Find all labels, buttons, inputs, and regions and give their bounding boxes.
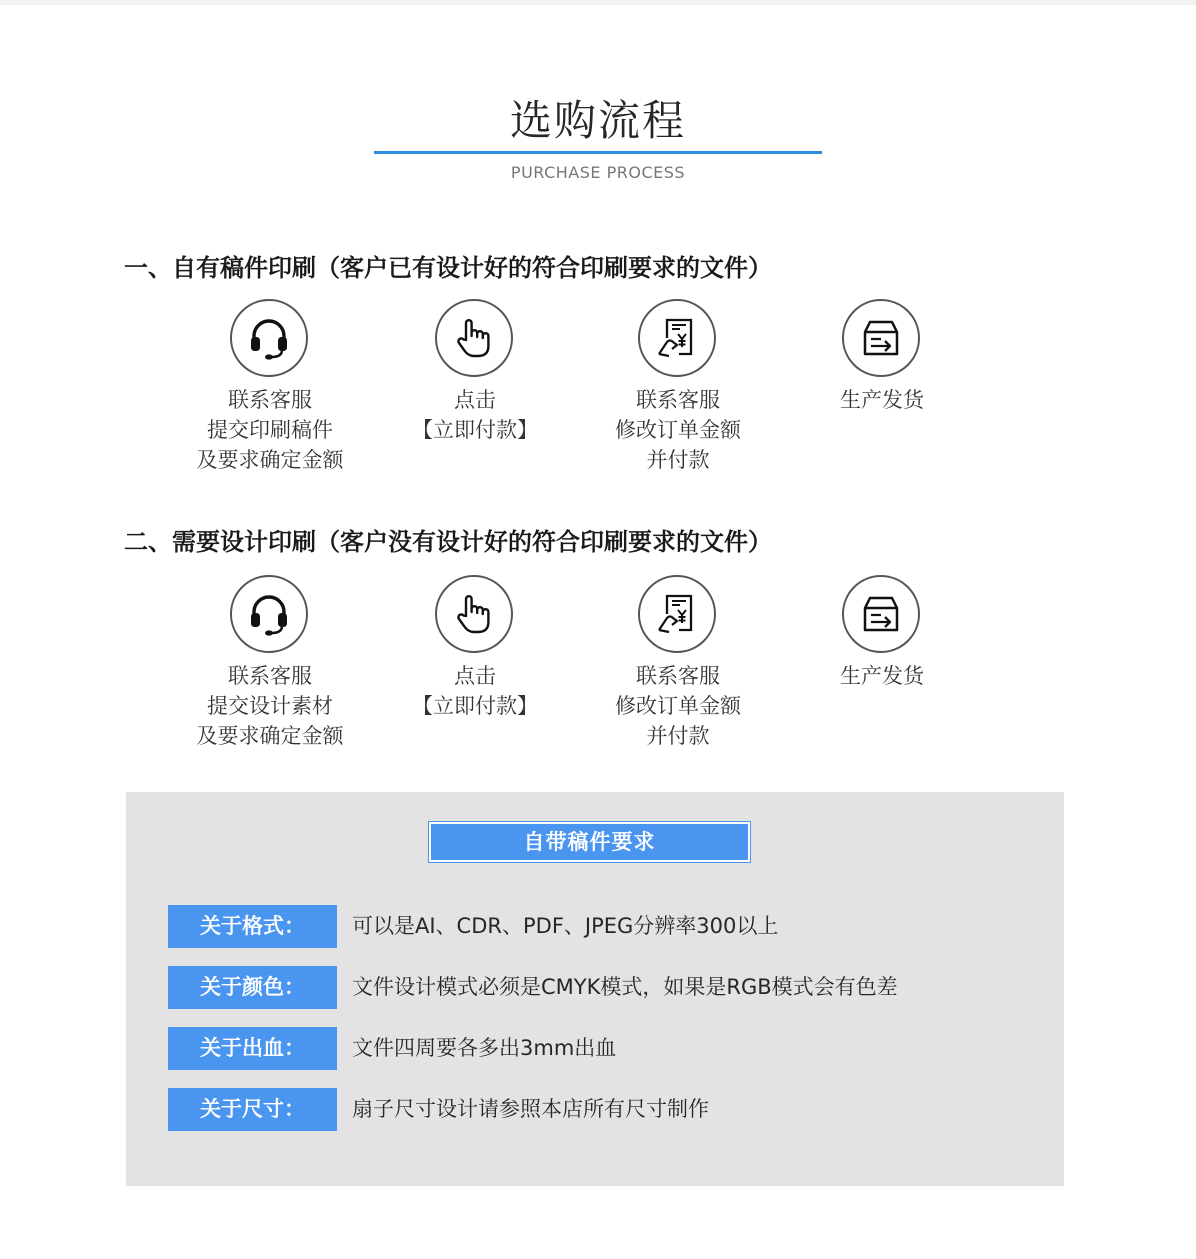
headset-icon	[230, 299, 308, 377]
file-requirements-button[interactable]: 自带稿件要求	[428, 821, 751, 863]
step-description: 联系客服 提交印刷稿件 及要求确定金额	[196, 388, 344, 472]
page-title: 选购流程	[509, 96, 686, 145]
requirement-text-format: 可以是AI、CDR、PDF、JPEG分辨率300以上	[352, 914, 779, 938]
pointer-hand-icon	[435, 575, 513, 653]
step-description: 生产发货	[840, 664, 924, 688]
step-description: 联系客服 提交设计素材 及要求确定金额	[196, 664, 344, 748]
step-description: 联系客服 修改订单金额 并付款	[615, 388, 741, 472]
page-subtitle: PURCHASE PROCESS	[510, 163, 686, 182]
shipping-box-icon	[842, 299, 920, 377]
shipping-box-icon	[842, 575, 920, 653]
invoice-payment-icon	[638, 299, 716, 377]
title-underline	[374, 151, 822, 154]
step-description: 联系客服 修改订单金额 并付款	[615, 664, 741, 748]
invoice-payment-icon	[638, 575, 716, 653]
requirement-label-color: 关于颜色：	[168, 966, 337, 1009]
step-description: 点击 【立即付款】	[412, 388, 538, 442]
file-requirements-panel	[126, 792, 1064, 1186]
requirement-text-size: 扇子尺寸设计请参照本店所有尺寸制作	[352, 1097, 709, 1121]
pointer-hand-icon	[435, 299, 513, 377]
headset-icon	[230, 575, 308, 653]
step-description: 生产发货	[840, 388, 924, 412]
requirement-text-bleed: 文件四周要各多出3mm出血	[352, 1036, 617, 1060]
requirement-label-size: 关于尺寸：	[168, 1088, 337, 1131]
requirement-label-format: 关于格式：	[168, 905, 337, 948]
top-divider	[0, 0, 1196, 5]
step-description: 点击 【立即付款】	[412, 664, 538, 718]
section-heading-own-files: 一、自有稿件印刷（客户已有设计好的符合印刷要求的文件）	[124, 254, 772, 282]
section-heading-need-design: 二、需要设计印刷（客户没有设计好的符合印刷要求的文件）	[124, 528, 772, 556]
requirement-text-color: 文件设计模式必须是CMYK模式，如果是RGB模式会有色差	[352, 975, 898, 999]
requirement-label-bleed: 关于出血：	[168, 1027, 337, 1070]
